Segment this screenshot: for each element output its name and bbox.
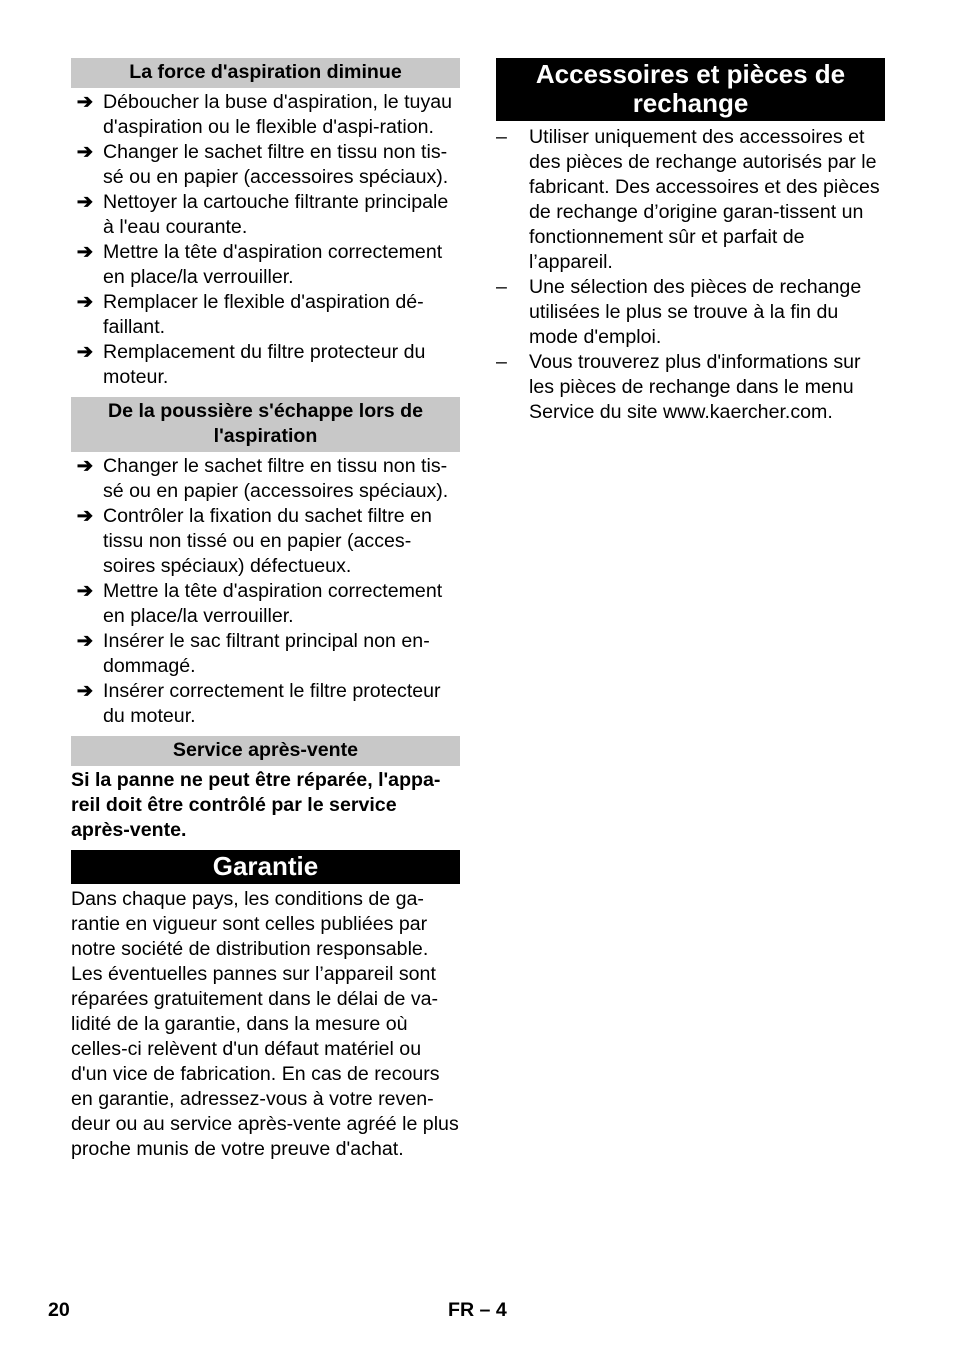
list-item: ➔ Nettoyer la cartouche filtrante principale à l'eau courante. (76, 191, 449, 238)
warranty-text: Dans chaque pays, les conditions de ga-rantie en vigueur sont celles publiées par notre société de distribution responsable. Les éventuelles pannes sur l’appareil sont réparées gratuitement dans le délai de va-lidité de la garantie, dans la mesure où celles-ci relèvent d'un défaut matériel ou d'un vice de fabrication. En cas de recours en garantie, adressez-vous à votre reven-deur ou au service après-vente agréé le plus proche munis de votre preuve d'achat. (71, 888, 459, 1160)
arrow-right-icon: ➔ (76, 91, 94, 113)
arrow-right-icon: ➔ (76, 680, 94, 702)
heading-dust-escapes: De la poussière s'échappe lors de l'aspiration (71, 397, 460, 452)
arrow-right-icon: ➔ (76, 580, 94, 602)
dash-bullet-icon: – (496, 276, 507, 298)
right-column (496, 58, 885, 425)
list-item: – Utiliser uniquement des accessoires et des pièces de rechange autorisés par le fabricant. Des accessoires et des pièces de rechange d’origine garan-tissent un fonctionnement sûr et parfait de l’appareil. (496, 126, 880, 273)
heading-warranty: Garantie (71, 850, 460, 884)
arrow-right-icon: ➔ (76, 505, 94, 527)
list-item: ➔ Insérer le sac filtrant principal non en-dommagé. (76, 630, 430, 677)
list-item: ➔ Insérer correctement le filtre protecteur du moteur. (76, 680, 441, 727)
section-label: FR – 4 (448, 1299, 507, 1321)
list-item: – Une sélection des pièces de rechange utilisées le plus se trouve à la fin du mode d'emploi. (496, 276, 862, 348)
arrow-right-icon: ➔ (76, 291, 94, 313)
dash-bullet-icon: – (496, 351, 507, 373)
list-item: ➔ Mettre la tête d'aspiration correctement en place/la verrouiller. (76, 241, 443, 288)
list-suction-decreases (71, 90, 460, 390)
heading-after-sales-service: Service après-vente (71, 736, 460, 766)
arrow-right-icon: ➔ (76, 191, 94, 213)
heading-suction-decreases: La force d'aspiration diminue (71, 58, 460, 88)
heading-accessories-spare-parts: Accessoires et pièces de rechange (496, 58, 885, 121)
list-item: – Vous trouverez plus d'informations sur les pièces de rechange dans le menu Service du site www.kaercher.com. (496, 351, 861, 423)
arrow-right-icon: ➔ (76, 341, 94, 363)
arrow-right-icon: ➔ (76, 241, 94, 263)
list-accessories-spare-parts (496, 125, 885, 425)
page-number: 20 (48, 1299, 70, 1321)
arrow-right-icon: ➔ (76, 141, 94, 163)
list-item: ➔ Remplacement du filtre protecteur du moteur. (76, 341, 426, 388)
arrow-right-icon: ➔ (76, 455, 94, 477)
list-item: ➔ Remplacer le flexible d'aspiration dé-faillant. (76, 291, 424, 338)
list-item: ➔ Changer le sachet filtre en tissu non tis-sé ou en papier (accessoires spéciaux). (76, 141, 449, 188)
list-dust-escapes (71, 454, 460, 729)
list-item: ➔ Déboucher la buse d'aspiration, le tuyau d'aspiration ou le flexible d'aspi-ration. (76, 91, 453, 138)
list-item: ➔ Mettre la tête d'aspiration correctement en place/la verrouiller. (76, 580, 443, 627)
dash-bullet-icon: – (496, 126, 507, 148)
arrow-right-icon: ➔ (76, 630, 94, 652)
list-item: ➔ Contrôler la fixation du sachet filtre en tissu non tissé ou en papier (acces-soires spéciaux) défectueux. (76, 505, 432, 577)
after-sales-service-text: Si la panne ne peut être réparée, l'appa-reil doit être contrôlé par le service après-vente. (71, 769, 441, 841)
left-column (71, 58, 460, 1162)
list-item: ➔ Changer le sachet filtre en tissu non tis-sé ou en papier (accessoires spéciaux). (76, 455, 449, 502)
